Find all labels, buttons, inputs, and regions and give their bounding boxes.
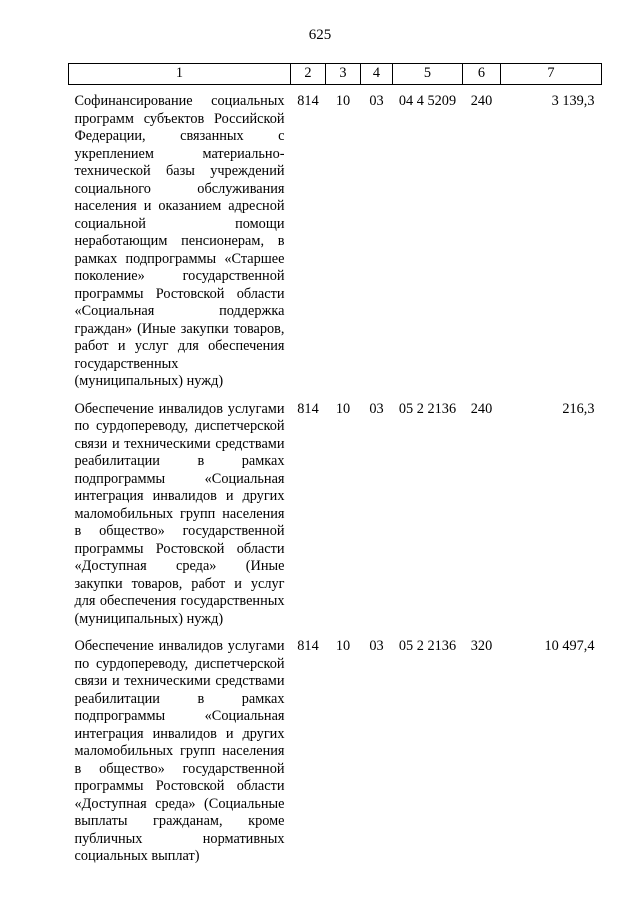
row-col-7: 10 497,4 bbox=[544, 638, 595, 654]
header-col-1: 1 bbox=[69, 64, 291, 85]
row-description: Обеспечение инвалидов услугами по сурдопереводу, диспетчерской связи и техническими средствами реабилитации в рамках подпрограммы «Социальная интеграция инвалидов и других маломобильных групп населения в общество» государственной программы Ростовской области «Доступная среда» (Иные закупки товаров, работ и услуг для обеспечения государственных (муниципальных) нужд) bbox=[74, 400, 285, 627]
spacer-row bbox=[69, 85, 602, 94]
row-col-2: 814 bbox=[297, 93, 319, 109]
row-description: Обеспечение инвалидов услугами по сурдопереводу, диспетчерской связи и техническими средствами реабилитации в рамках подпрограммы «Социальная интеграция инвалидов и других маломобильных групп населения в общество» государственной программы Ростовской области «Доступная среда» (Социальные выплаты гражданам, кроме публичных нормативных социальных выплат) bbox=[74, 638, 285, 864]
table-row bbox=[69, 401, 602, 629]
row-col-3: 10 bbox=[335, 400, 351, 417]
row-col-3: 10 bbox=[335, 638, 351, 654]
header-col-6: 6 bbox=[463, 64, 501, 85]
row-col-4: 03 bbox=[369, 638, 384, 654]
header-col-4: 4 bbox=[361, 64, 393, 85]
header-col-3: 3 bbox=[326, 64, 361, 85]
header-row bbox=[69, 64, 602, 85]
table-row bbox=[69, 93, 602, 391]
header-col-5: 5 bbox=[393, 64, 463, 85]
header-col-2: 2 bbox=[291, 64, 326, 85]
row-col-6: 240 bbox=[470, 93, 493, 109]
spacer-row bbox=[69, 628, 602, 638]
row-col-4: 03 bbox=[369, 93, 384, 109]
page-number: 625 bbox=[308, 27, 332, 43]
header-col-7: 7 bbox=[501, 64, 602, 85]
row-col-2: 814 bbox=[297, 400, 319, 417]
row-col-6: 320 bbox=[470, 638, 493, 654]
row-description: Софинансирование социальных программ субъектов Российской Федерации, связанных с укреплением материально-технической базы учреждений социального обслуживания населения и оказанием адресной социальной помощи неработающим пенсионерам, в рамках подпрограммы «Старшее поколение» государственной программы Ростовской области «Социальная поддержка граждан» (Иные закупки товаров, работ и услуг для обеспечения государственных (муниципальных) нужд) bbox=[74, 93, 285, 389]
row-col-3: 10 bbox=[335, 93, 351, 109]
row-col-6: 240 bbox=[470, 400, 493, 417]
row-col-2: 814 bbox=[297, 638, 319, 654]
row-col-5: 05 2 2136 bbox=[398, 638, 457, 654]
row-col-7: 216,3 bbox=[562, 400, 595, 417]
row-col-5: 05 2 2136 bbox=[398, 400, 457, 417]
budget-table bbox=[68, 63, 602, 866]
spacer-row bbox=[69, 391, 602, 401]
row-col-7: 3 139,3 bbox=[551, 93, 595, 109]
row-col-4: 03 bbox=[369, 400, 384, 417]
table-row bbox=[69, 638, 602, 866]
row-col-5: 04 4 5209 bbox=[398, 93, 457, 109]
